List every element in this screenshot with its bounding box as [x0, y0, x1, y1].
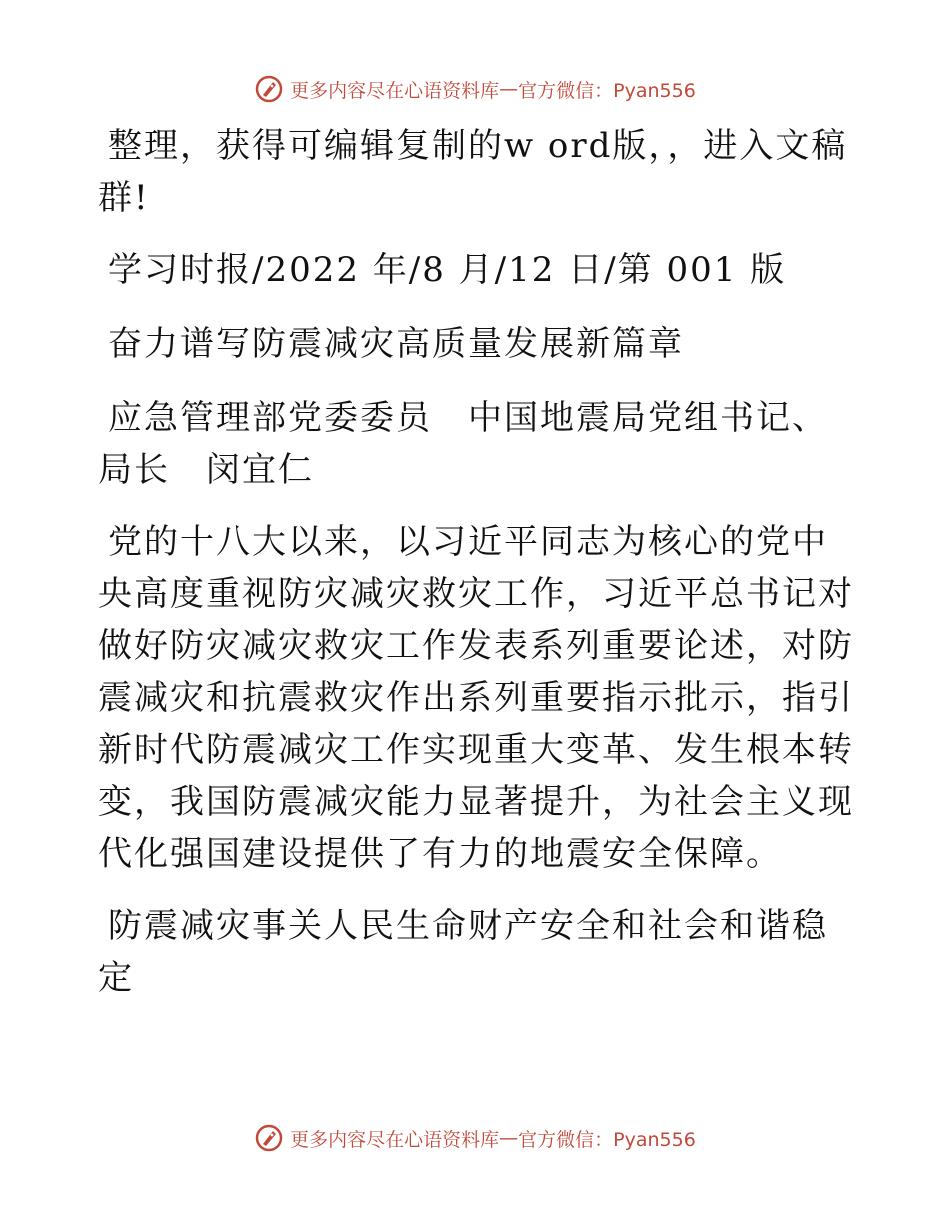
footer-watermark-banner — [0, 1123, 950, 1153]
article-title: 奋力谱写防震减灾高质量发展新篇章 — [108, 324, 684, 364]
footer-banner-wechat: 官方微信：Pyan556 — [518, 1128, 696, 1151]
header-banner-separator: — — [499, 78, 519, 100]
header-banner-wechat: 官方微信：Pyan556 — [518, 79, 696, 102]
header-banner-text: 更多内容尽在心语资料库 — [290, 79, 500, 102]
intro-note-paragraph: 整理，获得可编辑复制的w ord版，，进入文稿群! — [98, 126, 848, 218]
pen-nib-logo-icon — [254, 74, 284, 104]
author-line: 应急管理部党委委员 中国地震局党组书记、局长 闵宜仁 — [98, 398, 828, 490]
footer-banner-text: 更多内容尽在心语资料库 — [290, 1128, 500, 1151]
source-line: 学习时报/2022 年/8 月/12 日/第 001 版 — [108, 250, 787, 290]
footer-banner-separator: — — [499, 1127, 519, 1149]
document-body — [98, 120, 858, 1024]
body-paragraph-2: 防震减灾事关人民生命财产安全和社会和谐稳定 — [98, 906, 828, 998]
body-paragraph-1: 党的十八大以来，以习近平同志为核心的党中央高度重视防灾减灾救灾工作，习近平总书记对做好防灾减灾救灾工作发表系列重要论述，对防震减灾和抗震救灾作出系列重要指示批示，指引新时代防震减灾工作实现重大变革、发生根本转变，我国防震减灾能力显著提升，为社会主义现代化强国建设提供了有力的地震安全保障。 — [98, 522, 854, 874]
pen-nib-logo-icon — [254, 1123, 284, 1153]
header-watermark-banner — [0, 74, 950, 104]
